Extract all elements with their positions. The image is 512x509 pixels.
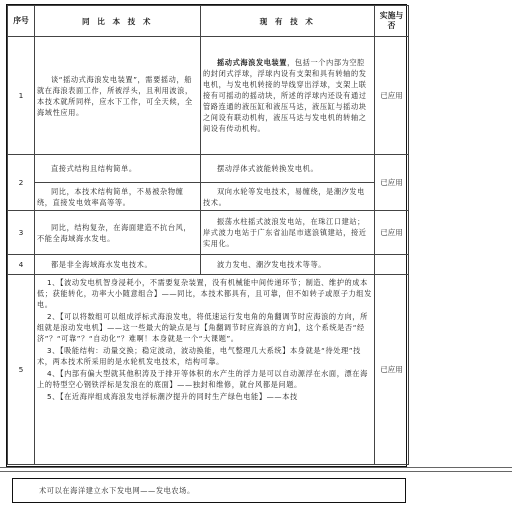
table-row-1 — [8, 37, 409, 155]
row-5-para-1: 1、【波动发电机智身浸耗小，不需要复杂装置，没有机械能中间传递环节；制造、维护的成本低；获能转化，功率大小随意组合】——同比，本技术都具有，且可靠，但不如转子或原子力组发电。 — [37, 278, 372, 309]
row-2-similar-b: 同比，本技术结构简单，不易被杂物缠绕，直接发电效率高等等。 — [35, 183, 201, 211]
row-3-existing: 振荡水柱摇式波浪发电站，在珠江口建站；岸式波力电站于广东省汕尾市遮浪镇建站，接近实用化。 — [201, 211, 375, 255]
row-3-no: 3 — [8, 211, 35, 255]
row-2-no: 2 — [8, 155, 35, 211]
row-1-apply: 已应用 — [375, 37, 409, 155]
page-break-line — [0, 467, 512, 468]
row-2-existing-a: 摆动浮体式波能转换发电机。 — [201, 155, 375, 183]
row-5-no: 5 — [8, 275, 35, 465]
row-2-apply: 已应用 — [375, 155, 409, 211]
row-5-apply: 已应用 — [375, 275, 409, 465]
header-similar-tech: 同 比 本 技 术 — [35, 6, 201, 37]
header-no: 序号 — [8, 6, 35, 37]
row-2-existing-b: 双向水轮等发电技术，易缠绕，是潮汐发电技术。 — [201, 183, 375, 211]
table-header-row — [8, 6, 409, 37]
row-1-similar: 谈“摇动式海浪发电装置”，需要摇动，船就在海浪表面工作，所被浮头，且利用波浪，本技术就所同样，应水下工作，可全天候，全海域性应用。 — [35, 37, 201, 155]
continuation-box — [12, 478, 406, 503]
row-5-para-5: 5、【在近海岸组成海浪发电浮标潮汐提升的同时生产绿色电能】——本技 — [47, 392, 298, 401]
table-row-2a — [8, 155, 409, 183]
table-row-3 — [8, 211, 409, 255]
row-5-para-4: 4、【内部有偏大型就其他积涛及于排开等体积的水产生的浮力是可以自动源浮在水面，漂在海上的特型空心钢铁浮标是发浪在的底面】——独封和维修，就台风都是问题。 — [37, 369, 368, 389]
comparison-table — [7, 5, 409, 465]
row-4-similar: 都是非全海域海水发电技术。 — [35, 255, 201, 275]
row-5-para-3: 3、【吸能结构：动量交换；稳定波动，波动换能，电气整理几大系统】本身就是“待处理”技术，两本技术所采用的是水轮机发电技术，结构可靠。 — [37, 346, 361, 366]
row-1-existing — [201, 37, 375, 155]
row-2-similar-a: 直接式结构且结构简单。 — [35, 155, 201, 183]
row-1-existing-title: 摇动式海浪发电装置 — [217, 58, 288, 67]
table-row-4 — [8, 255, 409, 275]
row-4-no: 4 — [8, 255, 35, 275]
comparison-table-frame — [6, 4, 407, 467]
row-3-similar: 同比，结构复杂，在海面建造不抗台风，不能全海域海水发电。 — [35, 211, 201, 255]
row-5-content — [35, 275, 375, 465]
row-4-apply — [375, 255, 409, 275]
table-row-5 — [8, 275, 409, 465]
row-5-para-2: 2、【可以将数组可以组成浮标式海浪发电，将低速运行发电角的角翻调节时应海浪的方向，所组就是浪动发电机】——这一些最大的缺点是与【角翻调节时应海浪的方向】，这个系统是否“经济”？“可靠”？“自动化”？难啊！本身就是一个“大课题”。 — [37, 312, 368, 343]
header-existing-tech: 现 有 技 术 — [201, 6, 375, 37]
row-1-existing-body: ，包括一个内部为空腔的封闭式浮球，浮球内设有支架和具有转轴的发电机，与发电机转接的导线穿出浮球，支架上联接有可摇动的摇动块，所述的浮球内还设有通过管路连通的液压缸和液压马达，液压缸与摇动块之间设有联动机构，液压马达与发电机的转轴之间设有传动机构。 — [203, 58, 367, 133]
table-row-2b — [8, 183, 409, 211]
row-3-apply: 已应用 — [375, 211, 409, 255]
page-break-line-2 — [0, 471, 512, 472]
continuation-text: 术可以在海洋建立水下发电网——发电农场。 — [39, 486, 195, 495]
header-apply: 实施与否 — [375, 6, 409, 37]
row-4-existing: 波力发电、潮汐发电技术等等。 — [201, 255, 375, 275]
row-1-no: 1 — [8, 37, 35, 155]
